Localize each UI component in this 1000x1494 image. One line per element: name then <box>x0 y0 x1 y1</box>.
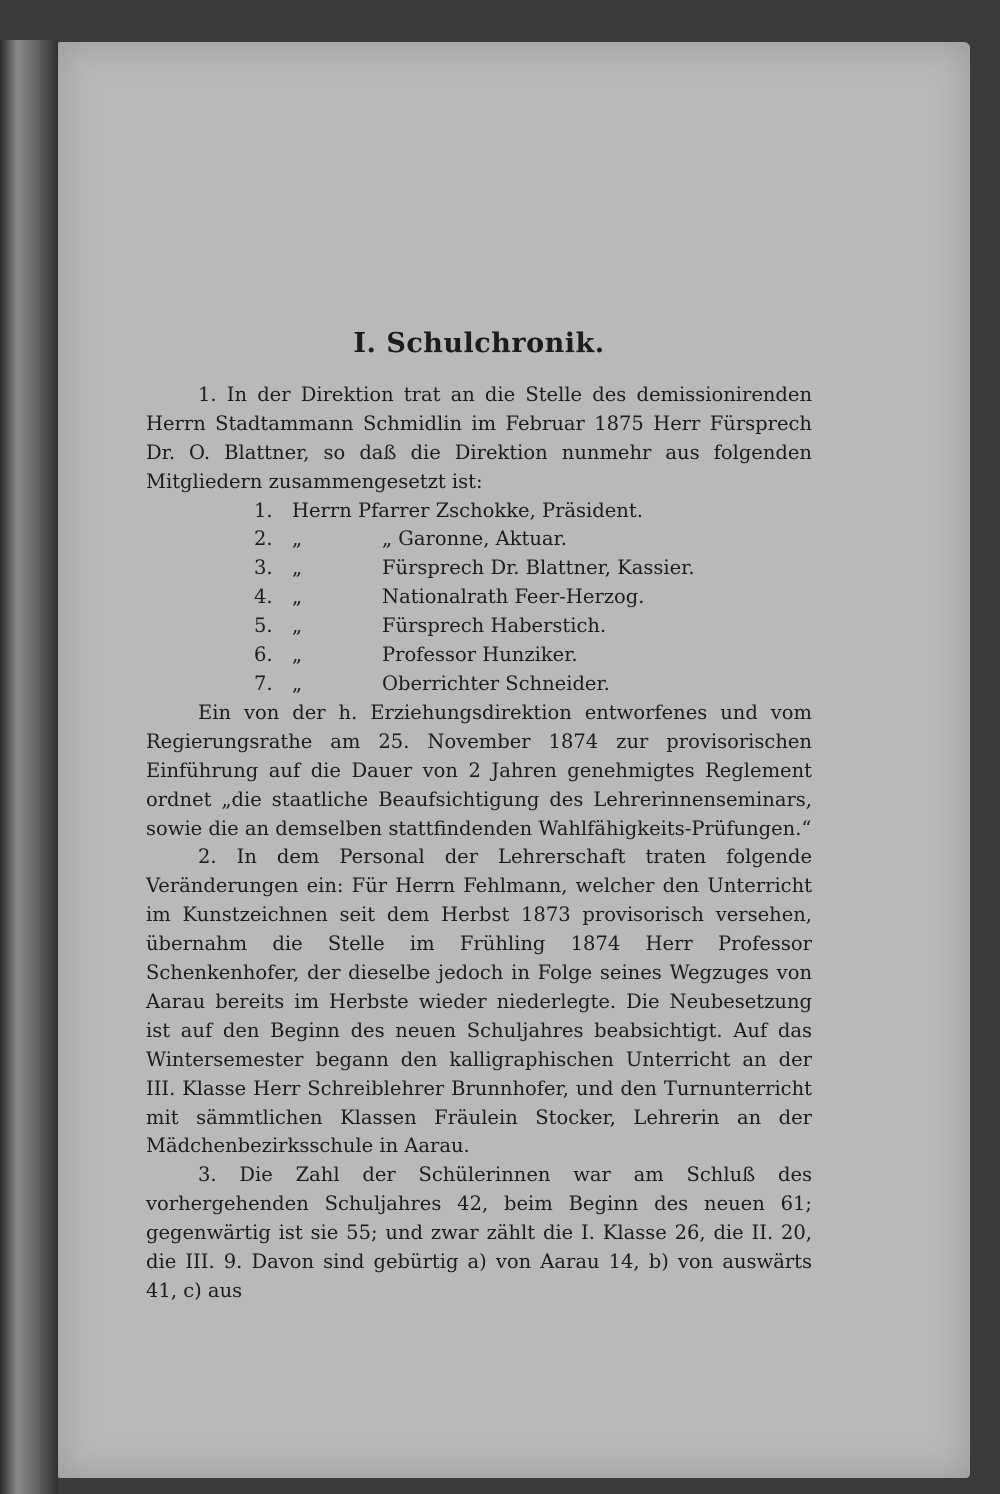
member-number: 3. <box>254 556 273 580</box>
member-prefix: „ <box>292 671 303 695</box>
member-item <box>254 583 812 612</box>
member-prefix: „ <box>292 527 303 551</box>
member-number: 4. <box>254 585 273 609</box>
member-number: 6. <box>254 643 273 667</box>
member-list <box>146 497 812 699</box>
member-text: Pfarrer Zschokke, Präsident. <box>357 498 643 522</box>
member-text: Fürsprech Dr. Blattner, Kassier. <box>382 556 695 580</box>
member-prefix: Herrn <box>292 498 352 522</box>
member-text: Fürsprech Haberstich. <box>382 614 607 638</box>
member-prefix: „ <box>292 614 303 638</box>
member-prefix: „ <box>292 556 303 580</box>
member-item <box>254 670 812 699</box>
paragraph-reglement: Ein von der h. Erziehungsdirektion entworfenes und vom Regierungsrathe am 25. November 1874 zur provisorischen Einführung auf die Dauer von 2 Jahren genehmigtes Reglement ordnet „die staatliche Beaufsichtigung des Lehrerinnenseminars, sowie die an demselben stattfindenden Wahlfähigkeits-Prüfungen.“ <box>146 700 812 840</box>
member-text: Oberrichter Schneider. <box>382 671 610 695</box>
member-text: „ Garonne, Aktuar. <box>382 527 567 551</box>
member-number: 5. <box>254 614 273 638</box>
member-item <box>254 612 812 641</box>
member-item <box>254 525 812 554</box>
member-prefix: „ <box>292 643 303 667</box>
member-text: Professor Hunziker. <box>382 643 578 667</box>
chapter-heading: I. Schulchronik. <box>353 328 605 359</box>
member-item <box>254 641 812 670</box>
member-number: 7. <box>254 671 273 695</box>
member-prefix: „ <box>292 585 303 609</box>
member-item <box>254 497 812 526</box>
member-number: 1. <box>254 498 273 522</box>
paragraph-schuelerinnen: 3. Die Zahl der Schülerinnen war am Schluß des vorhergehenden Schuljahres 42, beim Beginn des neuen 61; gegenwärtig ist sie 55; und zwar zählt die I. Klasse 26, die II. 20, die III. 9. Davon sind gebürtig a) von Aarau 14, b) von auswärts 41, c) aus <box>146 1163 812 1302</box>
book-spine <box>0 40 58 1494</box>
member-text: Nationalrath Feer-Herzog. <box>382 585 645 609</box>
member-item <box>254 554 812 583</box>
paragraph-direktion: 1. In der Direktion trat an die Stelle des demissionirenden Herrn Stadtammann Schmidlin im Februar 1875 Herr Fürsprech Dr. O. Blattner, so daß die Direktion nunmehr aus folgenden Mitgliedern zusammengesetzt ist: <box>146 382 812 493</box>
paragraph-personal: 2. In dem Personal der Lehrerschaft traten folgende Veränderungen ein: Für Herrn Fehlmann, welcher den Unterricht im Kunstzeichnen seit dem Herbst 1873 provisorisch versehen, übernahm die Stelle im Frühling 1874 Herr Professor Schenkenhofer, der dieselbe jedoch in Folge seines Wegzuges von Aarau bereits im Herbste wieder niederlegte. Die Neubesetzung ist auf den Beginn des neuen Schuljahres beabsichtigt. Auf das Wintersemester begann den kalligraphischen Unterricht an der III. Klasse Herr Schreiblehrer Brunnhofer, und den Turnunterricht mit sämmtlichen Klassen Fräulein Stocker, Lehrerin an der Mädchenbezirksschule in Aarau. <box>146 845 812 1158</box>
member-number: 2. <box>254 527 273 551</box>
page-text <box>146 330 812 1306</box>
